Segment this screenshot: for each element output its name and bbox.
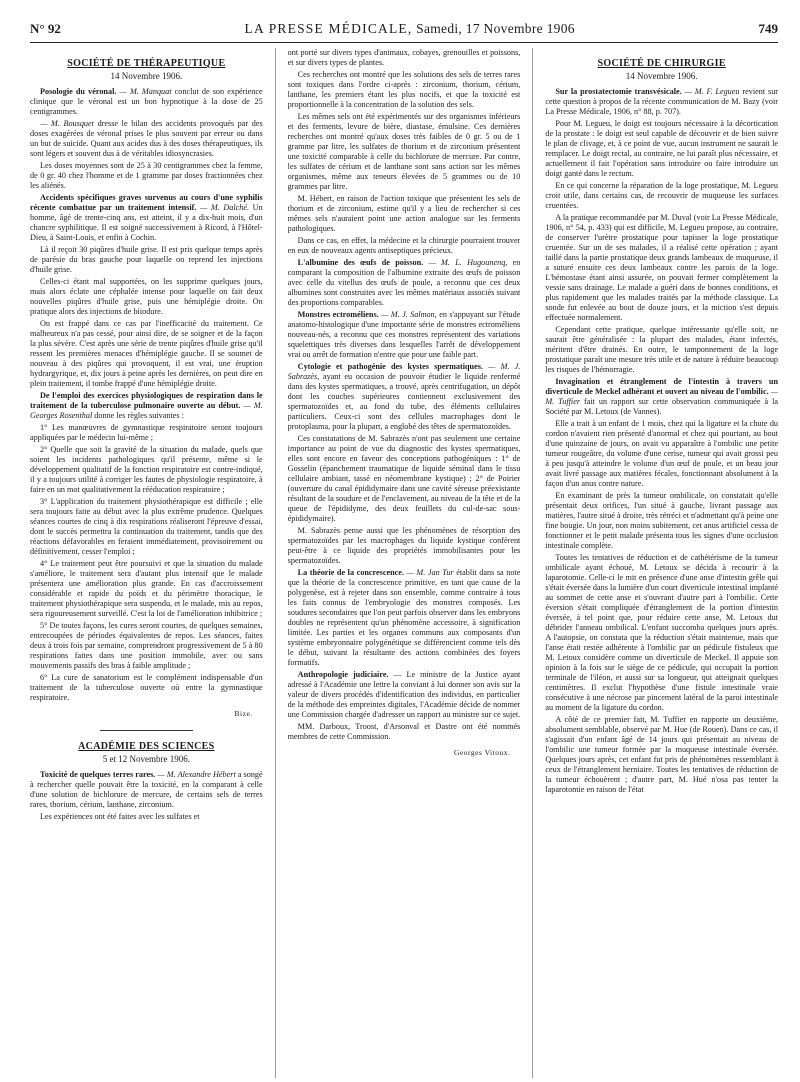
paragraph: M. Hébert, en raison de l'action toxique que présentent les sels de thorium et de zirconium, estime qu'il y a lieu de rechercher si ces mêmes sels n'auraient point une action analogue sur les ferments pathologiques.: [287, 194, 521, 233]
paragraph: Ces constatations de M. Sabrazès n'ont pas seulement une certaine importance au point de vue du diagnostic des kystes spermatiques, elles sont encore en faveur des conceptions pathogéniques : 1° de Gosselin (épanchement traumatique de liquide séminal dans le tissu cellulaire ambiant, tassé en néomembrane kystique) ; 2° de Poirier (ouverture du canal épididymaire dans une cavité séreuse préexistante résultant de la soudure et de l'enclavement, au niveau de la tête et de la queue de l'épididyme, des deux feuillets du cul-de-sac sous-épididymaire).: [287, 434, 521, 523]
section-title-chirurgie: SOCIÉTÉ DE CHIRURGIE: [597, 58, 726, 69]
paragraph: M. Sabrazès pense aussi que les phénomènes de résorption des spermatozoïdes par les macrophages du liquide kystique confèrent peut-être à ce liquide des propriétés immobilisantes pour les spermatozoïdes.: [287, 526, 521, 565]
paragraph: Les expériences ont été faites avec les sulfates et: [40, 812, 200, 822]
divider: [100, 730, 193, 731]
paragraph: Accidents spécifiques graves survenus au cours d'une syphilis récente combattue par un traitement intensif. — M. Dalché. Un homme, âgé de trente-cinq ans, est atteint, il y a dix-huit mois, d'un chancre syphilitique. Il est soigné successivement à Ricord, à l'Hôtel-Dieu, à Saint-Louis, et enfin à Cochin.: [30, 193, 263, 243]
column-1: [30, 48, 263, 1078]
paragraph: Celles-ci étant mal supportées, on les supprime quelques jours, mais alors éclate une céphalée intense pour laquelle on fait deux nouvelles piqûres d'huile grise, puis une hémiplégie droite. On pratique alors des injections de biiodure.: [30, 277, 263, 317]
paragraph: 2° Quelle que soit la gravité de la situation du malade, quels que soient les incidents pathologiques qu'il présente, même si le développement qualitatif de la fonction respiratoire est contre-indiqué, il y a toujours utilité à corriger les fautes de physiologie respiratoire, à faire en un mot qualitativement la rééducation respiratoire ;: [30, 445, 263, 495]
paragraph: Là il reçoit 30 piqûres d'huile grise. Il est pris quelque temps après de parésie du bras gauche pour laquelle on reprend les injections d'huile grise.: [30, 245, 263, 275]
page-number: 749: [758, 21, 778, 36]
column-separator: [532, 48, 533, 1078]
paragraph: MM. Darboux, Troost, d'Arsonval et Dastre ont été nommés membres de cette Commission.: [287, 722, 521, 741]
paragraph: 4° Le traitement peut être poursuivi et que la situation du malade s'améliore, le traitement sera d'autant plus intensif que le malade présentera une amélioration plus grande. En cas d'accroissement considérable et rapide du poids et du périmètre thoracique, le traitement physiothérapique sera suspendu, et le malade, mis au repos, sera rigoureusement surveillé. C'est la loi de l'amélioration inhibitrice ;: [30, 559, 263, 619]
section-date: 14 Novembre 1906.: [625, 71, 698, 82]
paragraph: Les mêmes sels ont été expérimentés sur des organismes inférieurs et des ferments, levure de bière, diastase, émulsine. Ces dernières recherches ont montré qu'aux doses très faibles de 0 gr. 5 ou de 1 gramme par litre, les sulfates de thorium et de zirconium présentent une toxicité comparable à celle du bichlorure de mercure. Par contre, les sulfates de cérium et de lanthane sont sans action sur les mêmes organismes, même aux teneurs élevées de 5 grammes ou de 10 grammes par litre.: [287, 112, 521, 191]
page-header: [30, 16, 778, 43]
paragraph: En examinant de près la tumeur ombilicale, on constatait qu'elle présentait deux orifices, l'un situé à gauche, livrant passage aux matières, l'autre situé à droite, très rétréci et n'admettant qu'à peine une fine bougie. Un jour, non moins subitement, cet anus artificiel cessa de fonctionner et le petit malade présenta tous les signes d'une occlusion intestinale complète.: [545, 491, 779, 551]
paragraph: Les doses moyennes sont de 25 à 30 centigrammes chez la femme, de 0 gr. 40 chez l'homme et de 1 gramme par doses fractionnées chez les aliénés.: [30, 161, 263, 191]
paragraph: Sur la prostatectomie transvésicale. — M. F. Legueu revient sur cette question à propos de la récente communication de M. Bazy (voir La Presse Médicale, 1906, n° 88, p. 707).: [545, 87, 779, 117]
paragraph: Ces recherches ont montré que les solutions des sels de terres rares sont toxiques dans l'ordre ci-après : zirconium, thorium, cérium, lanthane, les premiers étant les plus nocifs, et que la toxicité est proportionnelle à la concentration de la solution des sels.: [287, 70, 521, 109]
column-2: [288, 48, 521, 1078]
paragraph: Dans ce cas, en effet, la médecine et la chirurgie pourraient trouver en eux de nouveaux agents antiseptiques précieux.: [287, 236, 521, 255]
section-title-therapeutique: SOCIÉTÉ DE THÉRAPEUTIQUE: [67, 58, 226, 69]
paragraph: Cependant cette pratique, quelque intéressante qu'elle soit, ne saurait être généralisée : la plupart des malades, étant infectés, méritent d'être drainés. En outre, le tamponnement de la loge prostatique paraît une mesure très utile et de nature à réduire beaucoup les risques de l'hémorragie.: [545, 325, 779, 375]
signature: Georges Vitoux.: [453, 748, 511, 757]
paragraph: De l'emploi des exercices physiologiques de respiration dans le traitement de la tuberculose pulmonaire ouverte au début. — M. Georges Rosenthal donne les règles suivantes :: [30, 391, 263, 421]
paragraph: L'albumine des œufs de poisson. — M. L. Hugounenq, en comparant la composition de l'albumine extraite des œufs de poisson avec celle du vitellus des œufs de poule, a reconnu que ces deux albumines sont construites avec les mêmes matériaux associés suivant des proportions comparables.: [287, 258, 521, 307]
paragraph: A côté de ce premier fait, M. Tuffier en rapporte un deuxième, absolument semblable, observé par M. Hue (de Rouen). Dans ce cas, il s'agissait d'un enfant âgé de 14 jours qui présentait au niveau de l'ombilic une tumeur formée par la muqueuse intestinale éversée. Quelques jours après, cet enfant fut pris de phénomènes ressemblant à ceux de l'étranglement herniaire. Toutes les tentatives de réduction de la tumeur échouèrent ; d'autre part, M. Hué n'osa pas tenter la laparotomie en raison de l'état: [545, 715, 779, 795]
paragraph: Anthropologie judiciaire. — Le ministre de la Justice ayant adressé à l'Académie une lettre la conviant à lui donner son avis sur la valeur de divers procédés d'identification des individus, en particulier de la méthode des empreintes digitales, l'Académie décide de nommer une Commission chargée d'adresser un rapport au ministre sur ce sujet.: [287, 670, 521, 719]
paragraph: 1° Les manœuvres de gymnastique respiratoire seront toujours appliquées par le médecin lui-même ;: [30, 423, 263, 443]
section-title-academie: ACADÉMIE DES SCIENCES: [78, 741, 215, 753]
issue-number: N° 92: [30, 21, 61, 36]
paragraph: 6° La cure de sanatorium est le complément indispensable d'un traitement de la tuberculose ouverte où entre la gymnastique respiratoire.: [30, 673, 263, 703]
column-separator: [275, 48, 276, 1078]
paragraph: Monstres ectroméliens. — M. J. Salmon, en s'appuyant sur l'étude anatomo-histologique d'une importante série de monstres ectroméliens nouveau-nés, a reconnu que ces monstres représentent des variations squelettiques très diverses dans lesquelles l'arrêt de développement vrai ou arrêt de formation n'entre que pour une faible part.: [287, 310, 521, 359]
paragraph: 5° De toutes façons, les cures seront courtes, de quelques semaines, entrecoupées de périodes équivalentes de repos. Les séances, faites deux à trois fois par semaine, comprendront progressivement de 5 à 80 respirations faites dans une position immobile, avec ou sans mouvements passifs des bras à faible amplitude ;: [30, 621, 263, 671]
paragraph: Invagination et étranglement de l'intestin à travers un diverticule de Meckel adhérant et ouvert au niveau de l'ombilic. — M. Tuffier fait un rapport sur cette observation communiquée à la Société par M. Letoux (de Vannes).: [545, 377, 779, 417]
paragraph: La théorie de la concrescence. — M. Jan Tur établit dans sa note que la théorie de la concrescence primitive, en tant que cause de la polygenèse, est à rejeter dans son ensemble, comme contraire à tous les faits connus de l'embryologie des monstres composés. Les soudures secondaires que l'on peut parfois observer dans les embryons doubles ne représentent qu'un phénomène accessoire, à signification limitée. Les parties et les organes communs aux composants d'un système embryonnaire polygénétique se différencient comme tels dès le début, suivant la résultante des actions combinées des foyers formatifs.: [287, 568, 521, 667]
section-date: 14 Novembre 1906.: [110, 71, 183, 82]
paragraph: — M. Bousquet dresse le bilan des accidents provoqués par des doses exagérées de véronal prises le plus souvent par erreur ou dans un but de suicide. Quant aux acides dus à des doses thérapeutiques, ils sont légers et souvent dus à de véritables idiosyncrasies.: [30, 119, 263, 159]
paragraph: On est frappé dans ce cas par l'inefficacité du traitement. Ce malheureux n'a pas cessé, pour ainsi dire, de se soigner et de la façon la plus sévère. C'est après une série de trente piqûres d'huile grise qu'il ressent les premières menaces d'hémiplégie gauche. Il se soumet de nouveau à des piqûres qui provoquent, il est vrai, une éruption hydrargyrique, et, dix jours à peine après les dernières, on peut dire en plein traitement, il tombe frappé d'une hémiplégie droite.: [30, 319, 263, 389]
section-date: 5 et 12 Novembre 1906.: [102, 754, 190, 765]
paragraph: A la pratique recommandée par M. Duval (voir La Presse Médicale, 1906, n° 54, p. 433) qui est difficile, M. Legueu propose, au contraire, de conserver l'urètre prostatique pour tapisser la loge prostatique cruentée. Sur un de ses malades, il a réalisé cette opération ; ayant taillé dans la partie prostatique deux grands lambeaux de muqueuse, il a suturé ensuite ces deux lambeaux contre les parois de la loge. L'hémostase étant ainsi assurée, on pouvait fermer complètement la vessie sans drainage. Le malade a guéri dans de bonnes conditions, et plus rapidement que les malades traités par la méthode classique. La sonde fut enlevée au bout de douze jours, et la miction s'est depuis effectuée normalement.: [545, 213, 779, 323]
column-3: [545, 48, 778, 1078]
signature: Bize.: [234, 709, 253, 719]
journal-title: LA PRESSE MÉDICALE,: [244, 21, 413, 36]
paragraph: En ce qui concerne la réparation de la loge prostatique, M. Legueu croit utile, dans certains cas, de recouvrir de muqueuse les surfaces cruentées.: [545, 181, 779, 211]
paragraph: 3° L'application du traitement physiothérapique est difficile ; elle sera toujours faite au début avec la plus extrême prudence. Quelques séances courtes de cinq à dix respirations réaliseront l'épreuve d'essai, dont le succès permettra la continuation du traitement, tandis que des réactions défavorables en feraient immédiatement, provisoirement ou définitivement, cesser l'emploi ;: [30, 497, 263, 557]
paragraph: Pour M. Legueu, le doigt est toujours nécessaire à la décortication de la prostate : le doigt est seul capable de découvrir et de bien suivre le plan de clivage, et, à ce point de vue, aucun instrument ne saurait le remplacer. Le doigt rectal, au contraire, ne lui paraît plus nécessaire, et actuellement il fait l'opération sans introduire ou faire introduire un doigt ganté dans le rectum.: [545, 119, 779, 179]
issue-date: Samedi, 17 Novembre 1906: [416, 21, 575, 36]
running-title: [245, 21, 575, 37]
paragraph: ont porté sur divers types d'animaux, cobayes, grenouilles et poissons, et sur divers types de plantes.: [287, 48, 521, 67]
paragraph: Posologie du véronal. — M. Manquat conclut de son expérience clinique que le véronal est un bon hypnotique à la dose de 25 centigrammes.: [30, 87, 263, 117]
paragraph: Cytologie et pathogénie des kystes spermatiques. — M. J. Sabrazès, ayant eu occasion de pouvoir étudier le liquide renfermé dans des kystes spermatiques, a trouvé, après centrifugation, un dépôt dont les couches supérieures contiennent exclusivement des spermatozoïdes et, au fond du tube, des éléments cellulaires particuliers. Ceux-ci sont des cellules macrophages dont le protoplasma, pour la plupart, a englobé des têtes de spermatozoïdes.: [287, 362, 521, 431]
paragraph: Elle a trait à un enfant de 1 mois, chez qui la ligature et la chute du cordon n'avaient rien présenté d'anormal et chez qui pourtant, au bout d'une quinzaine de jours, on avait vu apparaître à l'ombilic une petite tumeur rougeâtre, du volume d'une cerise, tumeur qui avait grossi peu à peu jusqu'à atteindre le volume d'un œuf de poule, et un beau jour avait livré passage aux matières fécales, fonctionnant absolument à la façon d'un anus contre nature.: [545, 419, 779, 489]
article-columns: [30, 48, 778, 1078]
paragraph: Toutes les tentatives de réduction et de cathétérisme de la tumeur ombilicale ayant échoué, M. Letoux se décida à recourir à la laparotomie. Celle-ci le mit en présence d'une anse d'intestin grêle qui s'était éversée dans la lumière d'un court diverticule intestinal implanté au sommet de cette anse et s'ouvrant d'autre part à l'ombilic. Cette éversion s'était compliquée d'étranglement de la portion d'intestin éversée, à tel point que, pour réduire cette anse, M. Letoux dut débrider l'anneau ombilical. L'enfant succomba quelques jours après. A l'autopsie, on constata que la réduction s'était maintenue, mais que l'anse était restée adhérente à l'ombilic par un pédicule fistuleux que M. Letoux considère comme un diverticule de Meckel. Il appuie son opinion à la fois sur le siège de ce pédicule, qui occupait la portion terminale de l'iléon, et aussi sur sa longueur, qui atteignait quelques centimètres. Il exclut l'hypothèse d'une fistule intestinale vraie consécutive à une nécrose par pincement latéral de la paroi intestinale au moment de la ligature du cordon.: [545, 553, 779, 713]
paragraph: Toxicité de quelques terres rares. — M. Alexandre Hébert a songé à rechercher quelle pouvait être la toxicité, en la comparant à celle d'une solution de bichlorure de mercure, de certains sels de terres rares, thorium, cérium, lanthane, zirconium.: [30, 770, 263, 810]
